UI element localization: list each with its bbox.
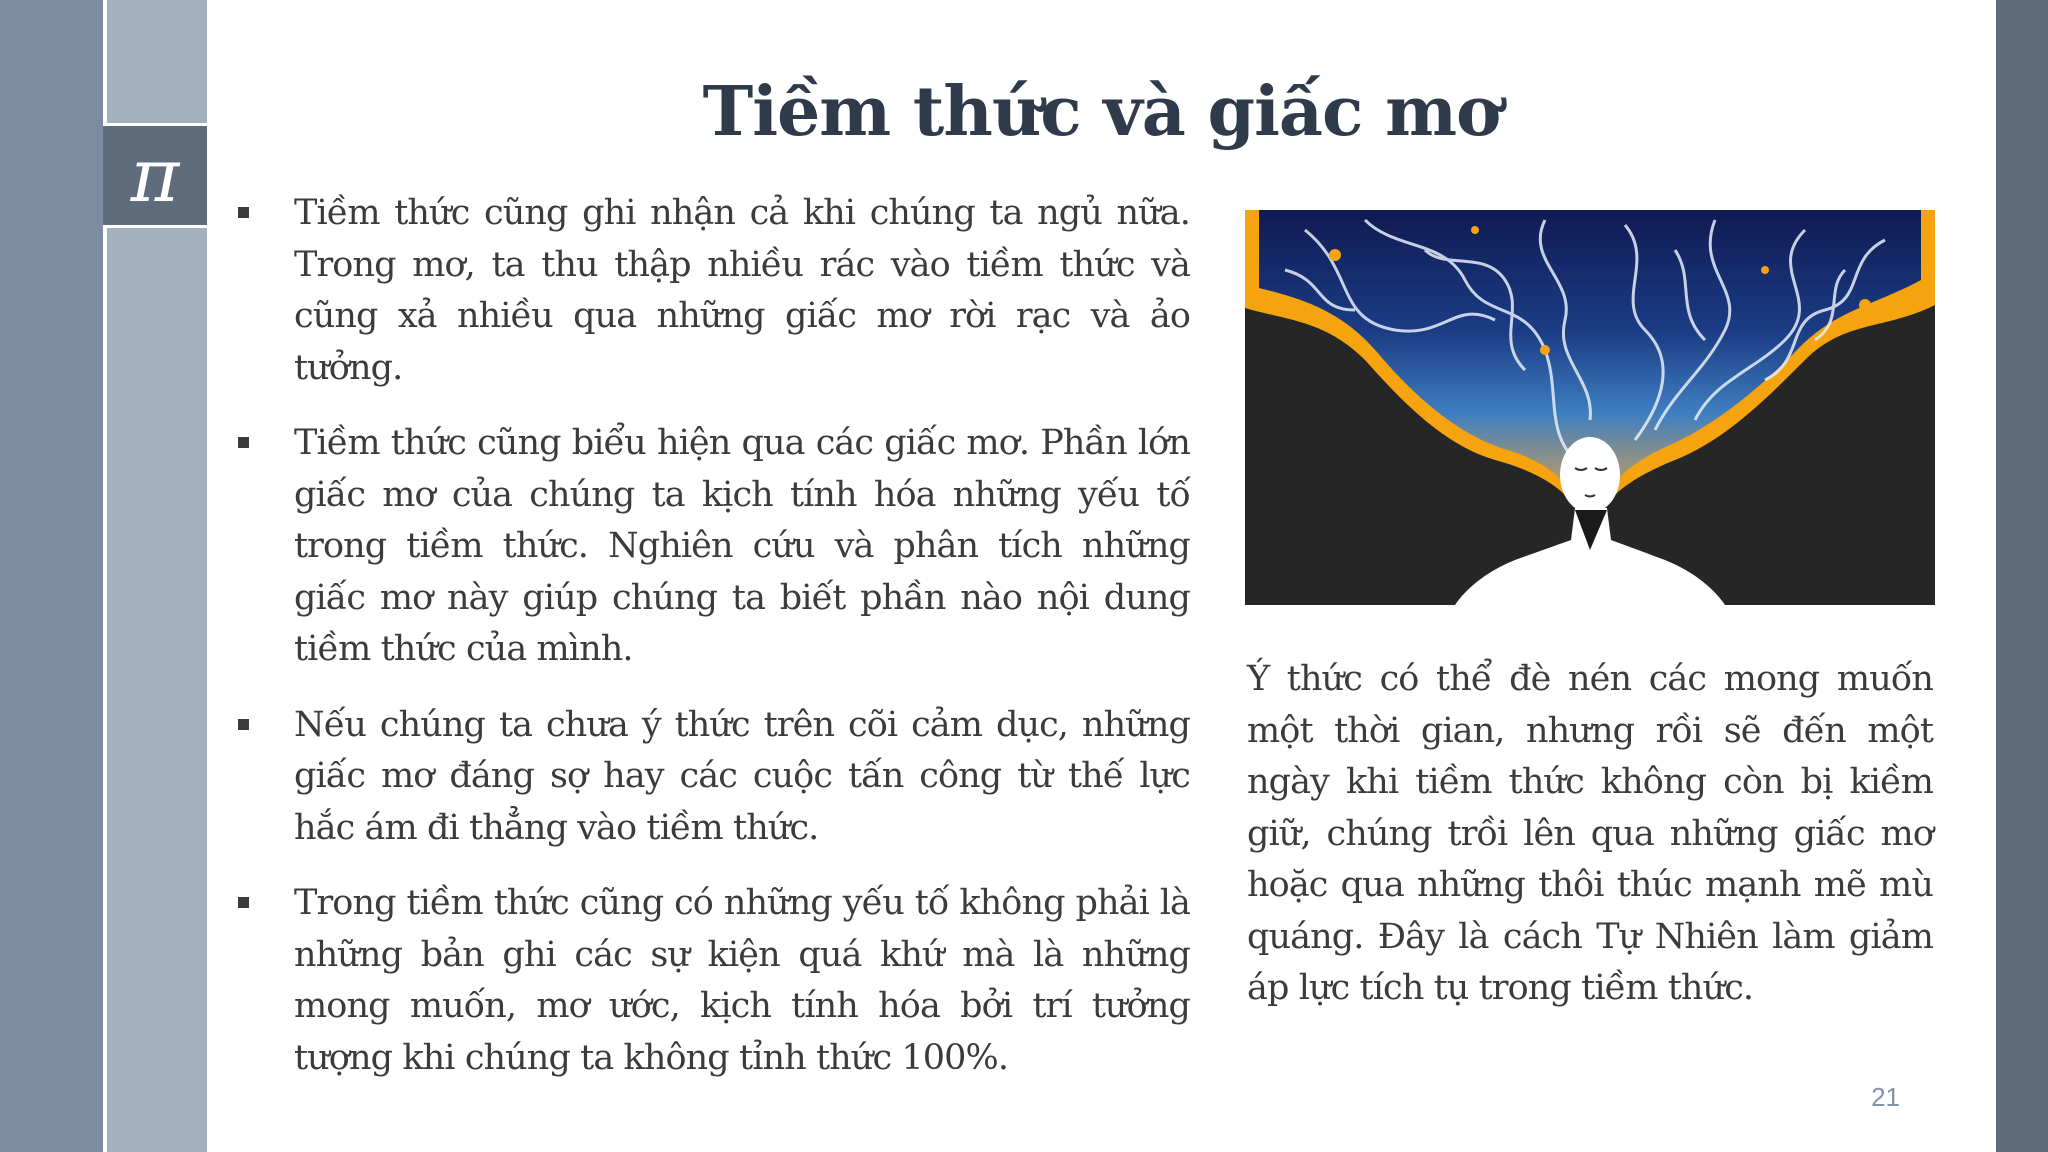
square-bullet-icon: [238, 897, 249, 908]
right-decor-strip: [1996, 0, 2048, 1152]
bullet-text: Tiềm thức cũng ghi nhận cả khi chúng ta ngủ nữa. Trong mơ, ta thu thập nhiều rác vào tiềm thức và cũng xả nhiều qua những giấc mơ rời rạc và ảo tưởng.: [294, 193, 1190, 388]
dreaming-woman-illustration: [1245, 210, 1935, 605]
square-bullet-icon: [238, 437, 249, 448]
bullet-text: Nếu chúng ta chưa ý thức trên cõi cảm dục, những giấc mơ đáng sợ hay các cuộc tấn công từ thế lực hắc ám đi thẳng vào tiềm thức.: [294, 704, 1190, 848]
pi-symbol: π: [130, 132, 180, 219]
slide-title: Tiềm thức và giấc mơ: [702, 72, 1501, 152]
bullet-item: [232, 878, 1190, 1084]
bullet-text: Tiềm thức cũng biểu hiện qua các giấc mơ. Phần lớn giấc mơ của chúng ta kịch tính hóa những yếu tố trong tiềm thức. Nghiên cứu và phân tích những giấc mơ này giúp chúng ta biết phần nào nội dung tiềm thức của mình.: [294, 423, 1190, 669]
bullet-text: Trong tiềm thức cũng có những yếu tố không phải là những bản ghi các sự kiện quá khứ mà là những mong muốn, mơ ước, kịch tính hóa bởi trí tưởng tượng khi chúng ta không tỉnh thức 100%.: [294, 883, 1190, 1078]
page-number: 21: [1871, 1082, 1900, 1112]
pi-logo-icon: [103, 123, 207, 228]
image-caption: Ý thức có thể đè nén các mong muốn một thời gian, nhưng rồi sẽ đến một ngày khi tiềm thức không còn bị kiềm giữ, chúng trồi lên qua những giấc mơ hoặc qua những thôi thúc mạnh mẽ mù quáng. Đây là cách Tự Nhiên làm giảm áp lực tích tụ trong tiềm thức.: [1247, 659, 1933, 1008]
bullet-item: [232, 418, 1190, 676]
square-bullet-icon: [238, 207, 249, 218]
bullet-item: [232, 188, 1190, 394]
left-decor-strip: [0, 0, 103, 1152]
bullet-list: [232, 188, 1190, 1108]
bullet-item: [232, 700, 1190, 855]
square-bullet-icon: [238, 719, 249, 730]
